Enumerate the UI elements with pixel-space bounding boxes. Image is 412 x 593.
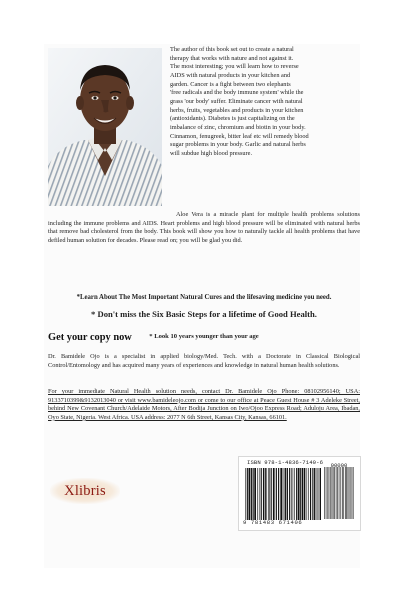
barcode-bar — [318, 468, 319, 520]
barcode-bar — [266, 468, 267, 520]
barcode-bar — [245, 468, 246, 520]
barcode-bar — [316, 468, 317, 520]
highlight-look-younger: * Look 10 years younger than your age — [149, 332, 259, 340]
barcode-bar — [333, 467, 334, 519]
barcode-block — [238, 456, 361, 531]
author-photo — [48, 48, 162, 206]
highlight-natural-cures: *Learn About The Most Important Natural Cures and the lifesaving medicine you need. — [76, 294, 332, 301]
barcode-bar — [273, 468, 275, 520]
barcode-bar — [319, 468, 320, 520]
barcode-bar — [253, 468, 254, 520]
intro-line: (antioxidants). Diabetes is just capitalizing on the — [170, 115, 295, 123]
intro-line: therapy that works with nature and not against it. — [170, 54, 294, 62]
barcode-bar — [287, 468, 288, 520]
intro-line: imbalance of zinc, chromium and biotin in your body. — [170, 123, 306, 131]
intro-line: garden. Cancer is a fight between two elephants — [170, 80, 291, 88]
barcode-bar — [332, 467, 333, 519]
price-barcode — [324, 467, 354, 519]
barcode-bar — [337, 467, 338, 519]
barcode-bar — [339, 467, 340, 519]
aloe-vera-paragraph: Aloe Vera is a miracle plant for multiple health problems solutions including the immune problems and AIDS. Heart problems and high blood pressure will be eliminated with natural herbs that remove bad cholesterol from the body. This book will show you how to naturally tackle all health problems that have defiled human solution for decades. Please read on; you will be glad you did. — [48, 211, 360, 244]
barcode-bar — [254, 468, 256, 520]
barcode-bar — [326, 467, 327, 519]
intro-line: herbs, fruits, vegetables and products in your kitchen — [170, 106, 304, 114]
author-bio: Dr. Bamidele Ojo is a specialist in applied biology/Med. Tech. with a Doctorate in Classical Biological Control/Entomology and has acquired many years of experiences and knowledge in natural human health solutions. — [48, 353, 360, 369]
barcode-bar — [330, 467, 331, 519]
barcode-bar — [291, 468, 292, 520]
barcode-bar — [352, 467, 353, 519]
barcode-bar — [249, 468, 251, 520]
barcode-bar — [308, 468, 309, 520]
intro-line: The author of this book set out to create a natural — [170, 46, 294, 53]
barcode-bar — [263, 468, 264, 520]
barcode-bar — [354, 467, 355, 519]
barcode-bar — [298, 468, 300, 520]
barcode-bar — [293, 468, 294, 520]
barcode-bar — [343, 467, 344, 519]
get-copy-heading: Get your copy now — [48, 332, 132, 343]
barcode-bar — [296, 468, 297, 520]
barcode-bar — [261, 468, 262, 520]
barcode-bar — [349, 467, 350, 519]
barcode-bar — [307, 468, 308, 520]
author-portrait-illustration — [48, 48, 162, 206]
isbn-text: ISBN 978-1-4836-7140-6 — [247, 459, 324, 466]
barcode-bar — [334, 467, 335, 519]
price-code-text: 90000 — [330, 462, 348, 469]
barcode-bar — [312, 468, 313, 520]
barcode-bar — [251, 468, 252, 520]
ean-barcode — [245, 468, 321, 520]
barcode-bar — [348, 467, 349, 519]
barcode-bar — [276, 468, 277, 520]
intro-line: sugar problems in your body. Garlic and natural herbs — [170, 141, 306, 149]
highlight-six-steps: * Don't miss the Six Basic Steps for a lifetime of Good Health. — [91, 308, 317, 319]
ean-number-text: 9 781483 671406 — [243, 519, 303, 526]
barcode-bar — [342, 467, 343, 519]
barcode-bar — [351, 467, 352, 519]
barcode-bar — [300, 468, 301, 520]
barcode-bar — [257, 468, 258, 520]
barcode-bar — [283, 468, 284, 520]
barcode-bar — [328, 467, 329, 519]
intro-line: The most interesting; you will learn how to reverse — [170, 63, 299, 71]
barcode-bar — [268, 468, 269, 520]
intro-line: 'free radicals and the body immune system' while the — [170, 89, 304, 97]
barcode-bar — [329, 467, 330, 519]
barcode-bar — [294, 468, 295, 520]
barcode-bar — [259, 468, 260, 520]
barcode-bar — [247, 468, 248, 520]
intro-paragraph — [170, 46, 360, 159]
contact-info: For your immediate Natural Health solution needs, contact Dr. Bamidele Ojo Phone: 08102956140; USA: 9133710399&9132013040 or visit www.bamideleojo.com or come to our office at Peace Guest House # 3 Adeleke Street, behind New Covenant Church/Adelaide Motors, After Bodija Junction on Iwo/Ojoo Express Road; Aduloju Area, Ibadan, Oyo State, Nigeria. West Africa. USA address: 2077 N 6th Street, Kansas City, Kansas, 66101. — [48, 388, 360, 421]
barcode-bar — [346, 467, 347, 519]
barcode-bar — [278, 468, 279, 520]
intro-line: Cinnamon, fenugreek, bitter leaf etc will remedy blood — [170, 132, 309, 140]
barcode-bar — [314, 468, 315, 520]
barcode-bar — [345, 467, 346, 519]
barcode-bar — [284, 468, 285, 520]
barcode-bar — [336, 467, 337, 519]
publisher-logo — [50, 478, 120, 504]
barcode-bar — [324, 467, 325, 519]
barcode-bar — [289, 468, 290, 520]
barcode-bar — [341, 467, 342, 519]
barcode-bar — [271, 468, 272, 520]
publisher-logo-text: Xlibris — [64, 483, 106, 499]
barcode-bar — [310, 468, 311, 520]
barcode-bar — [320, 468, 321, 520]
barcode-bar — [265, 468, 266, 520]
intro-line: AIDS with natural products in your kitchen and — [170, 71, 291, 79]
intro-line: will subdue high blood pressure. — [170, 149, 253, 157]
barcode-bar — [269, 468, 270, 520]
barcode-bar — [302, 468, 303, 520]
barcode-bar — [280, 468, 282, 520]
barcode-bar — [304, 468, 306, 520]
barcode-bar — [285, 468, 286, 520]
intro-line: grass 'our body' suffer. Eliminate cancer with natural — [170, 97, 303, 105]
